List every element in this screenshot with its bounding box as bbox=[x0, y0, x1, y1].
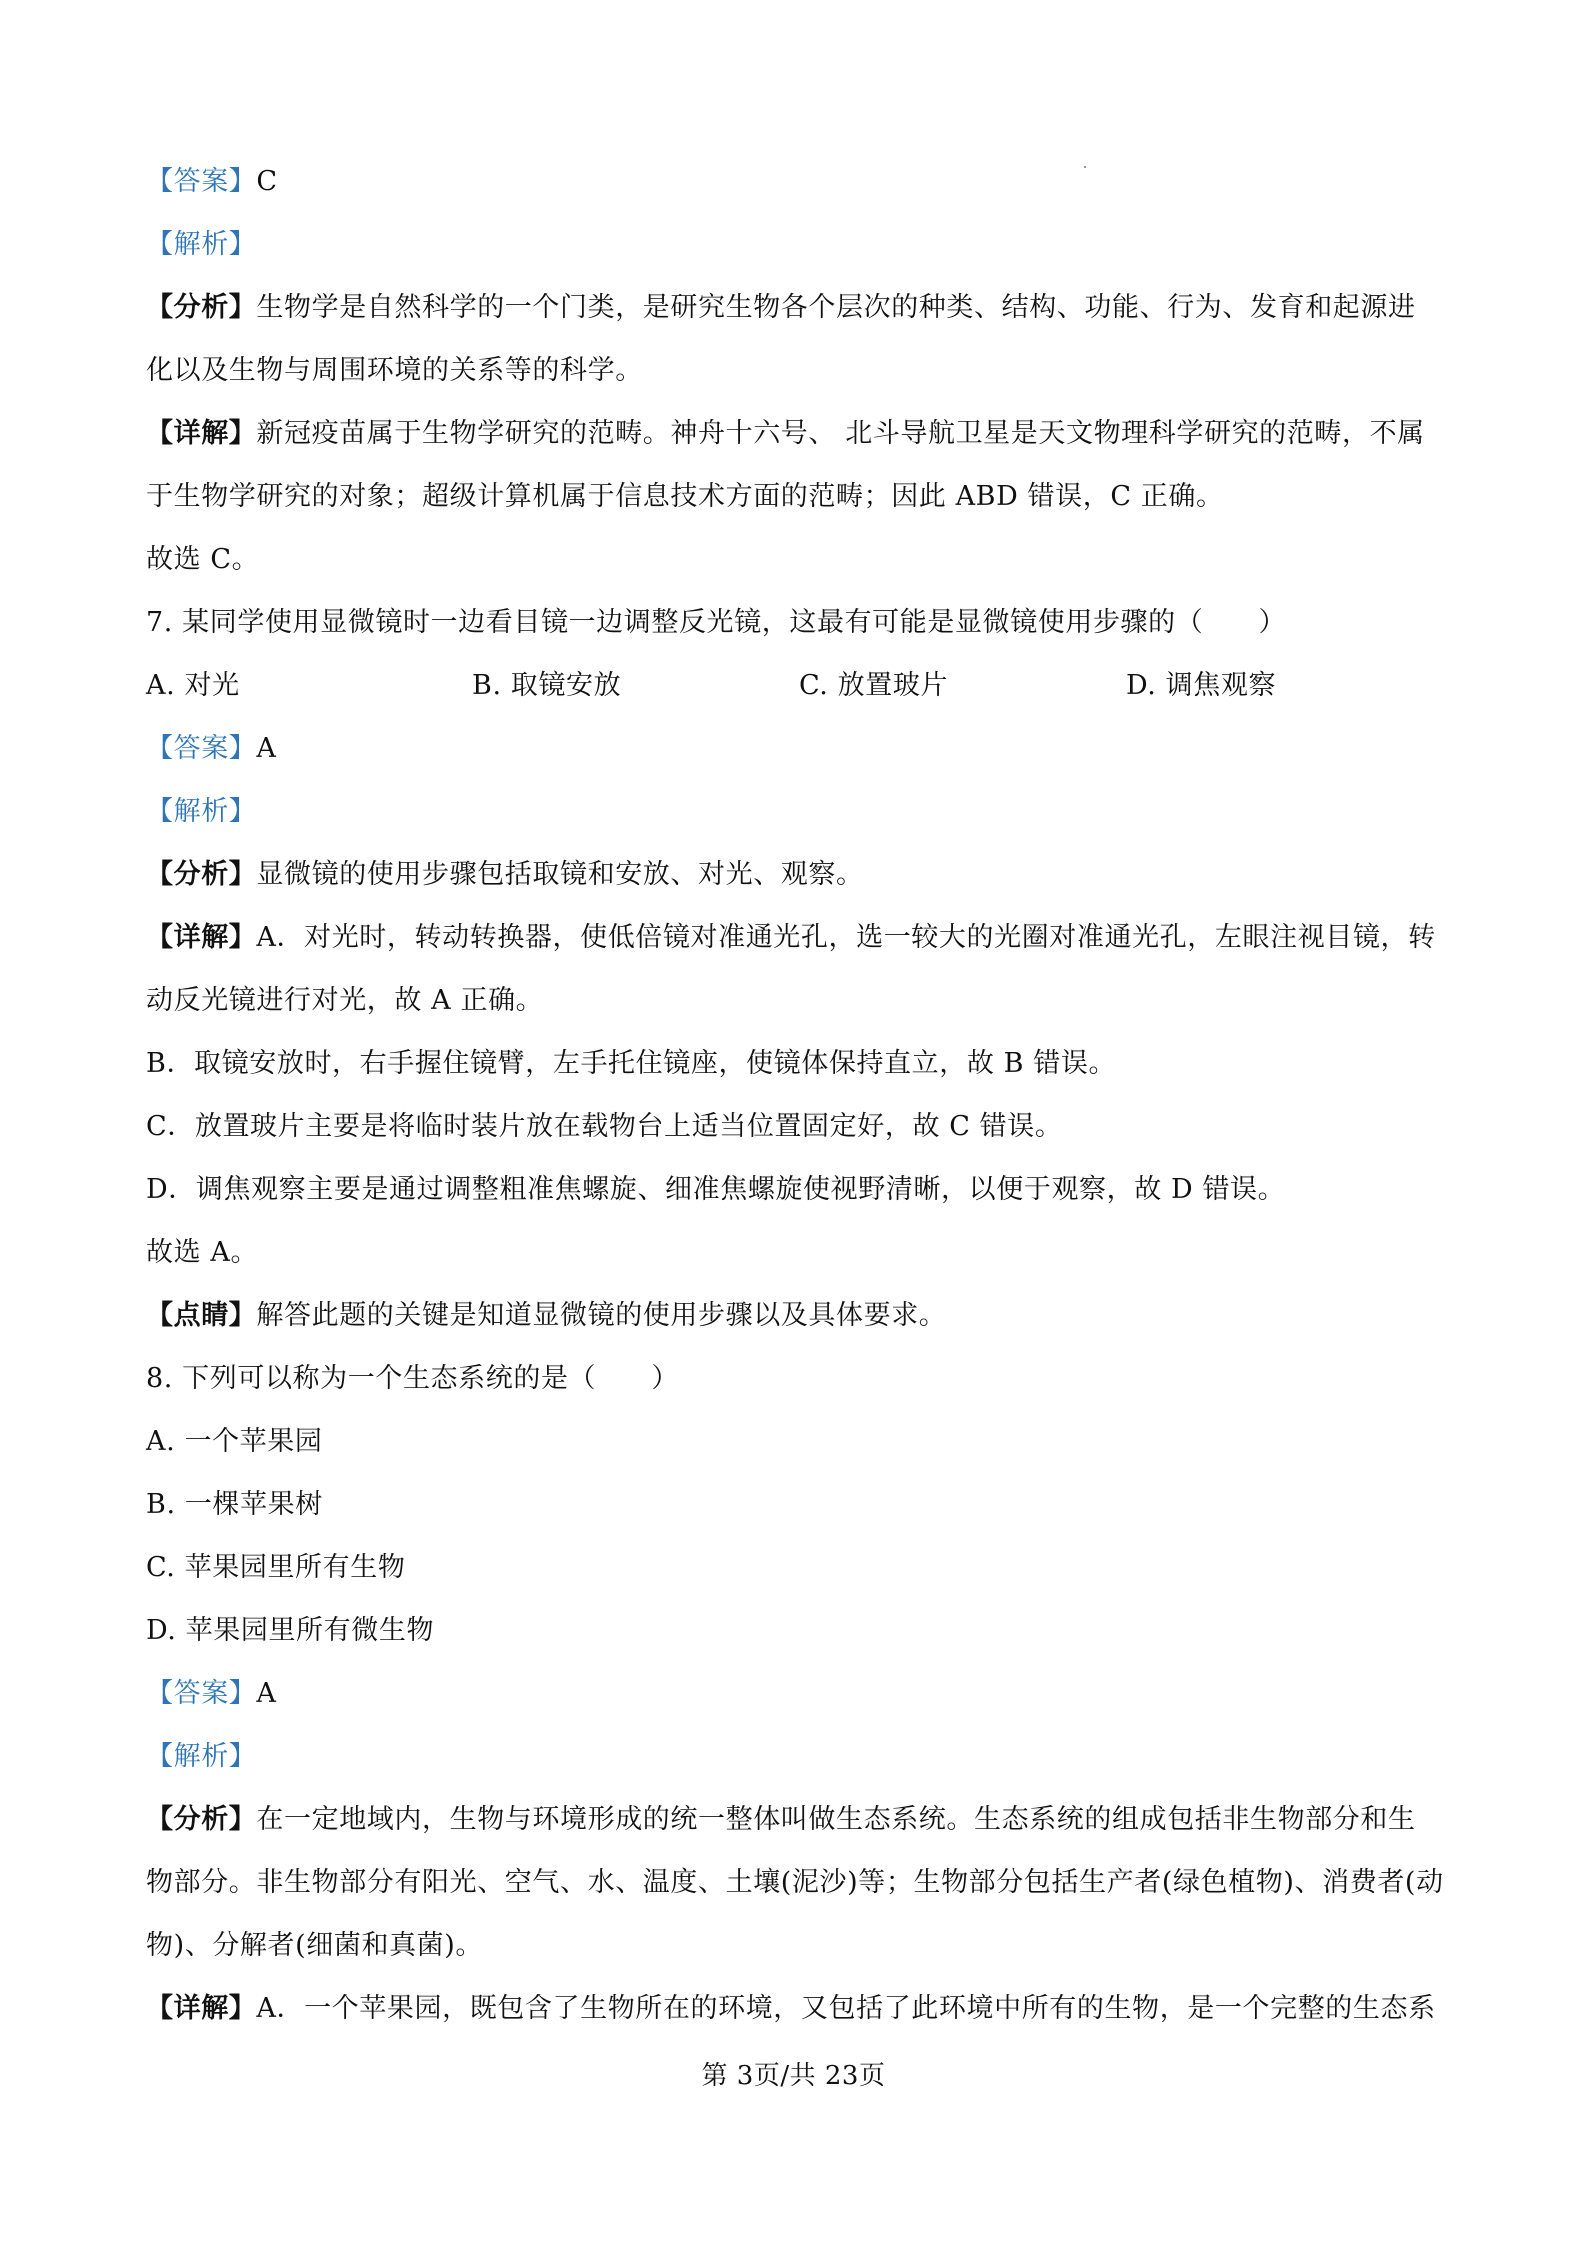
q8-answer-line bbox=[146, 1674, 1456, 1714]
q7-option-d: D. 调焦观察 bbox=[1126, 670, 1277, 701]
q8-detail-text: A．一个苹果园，既包含了生物所在的环境，又包括了此环境中所有的生物，是一个完整的生态系 bbox=[256, 1993, 1436, 2024]
q7-detail-line bbox=[146, 918, 1456, 958]
q8-analysis-text: 在一定地域内，生物与环境形成的统一整体叫做生态系统。生态系统的组成包括非生物部分和生 bbox=[256, 1804, 1416, 1835]
q8-answer: A bbox=[256, 1678, 277, 1709]
explain-label: 【解析】 bbox=[146, 1741, 257, 1772]
q8-stem: 8. 下列可以称为一个生态系统的是（ ） bbox=[146, 1363, 679, 1394]
analysis-label: 【分析】 bbox=[146, 859, 257, 890]
q8-option-b: B. 一棵苹果树 bbox=[146, 1489, 323, 1520]
analysis-label: 【分析】 bbox=[146, 1804, 257, 1835]
q8-option-a: A. 一个苹果园 bbox=[146, 1426, 323, 1457]
q8-analysis-cont1: 物部分。非生物部分有阳光、空气、水、温度、土壤(泥沙)等；生物部分包括生产者(绿色植物)、消费者(动 bbox=[146, 1867, 1444, 1898]
q7-option-b: B. 取镜安放 bbox=[472, 670, 622, 701]
detail-label: 【详解】 bbox=[146, 418, 257, 449]
q6-detail-line bbox=[146, 414, 1456, 454]
q6-detail-text: 新冠疫苗属于生物学研究的范畴。神舟十六号、 北斗导航卫星是天文物理科学研究的范畴，不属 bbox=[256, 418, 1425, 449]
detail-label: 【详解】 bbox=[146, 922, 257, 953]
q6-answer: C bbox=[256, 166, 278, 197]
q7-detail-cont: 动反光镜进行对光，故 A 正确。 bbox=[146, 985, 544, 1016]
q7-detail-text: A．对光时，转动转换器，使低倍镜对准通光孔，选一较大的光圈对准通光孔，左眼注视目镜，转 bbox=[256, 922, 1436, 953]
explain-label: 【解析】 bbox=[146, 796, 257, 827]
q6-answer-line bbox=[146, 162, 1456, 202]
explain-label: 【解析】 bbox=[146, 229, 257, 260]
page-number-footer: 第 3页/共 23页 bbox=[701, 2061, 886, 2091]
answer-label: 【答案】 bbox=[146, 1678, 257, 1709]
q8-detail-line bbox=[146, 1989, 1456, 2029]
comment-label: 【点睛】 bbox=[146, 1300, 257, 1331]
q7-explain-line bbox=[146, 792, 1456, 832]
q7-answer: A bbox=[256, 733, 277, 764]
q6-analysis-cont: 化以及生物与周围环境的关系等的科学。 bbox=[146, 355, 643, 386]
q7-detail-c: C．放置玻片主要是将临时装片放在载物台上适当位置固定好，故 C 错误。 bbox=[146, 1111, 1063, 1142]
q7-detail-b: B．取镜安放时，右手握住镜臂，左手托住镜座，使镜体保持直立，故 B 错误。 bbox=[146, 1048, 1117, 1079]
q7-detail-d: D．调焦观察主要是通过调整粗准焦螺旋、细准焦螺旋使视野清晰，以便于观察，故 D 错误。 bbox=[146, 1174, 1286, 1205]
q8-option-d: D. 苹果园里所有微生物 bbox=[146, 1615, 435, 1646]
answer-label: 【答案】 bbox=[146, 733, 257, 764]
q6-detail-cont: 于生物学研究的对象；超级计算机属于信息技术方面的范畴；因此 ABD 错误，C 正确。 bbox=[146, 481, 1224, 512]
answer-label: 【答案】 bbox=[146, 166, 257, 197]
q7-conclusion: 故选 A。 bbox=[146, 1237, 259, 1268]
q7-answer-line bbox=[146, 729, 1456, 769]
q7-option-a: A. 对光 bbox=[146, 670, 240, 701]
analysis-label: 【分析】 bbox=[146, 292, 257, 323]
q6-conclusion: 故选 C。 bbox=[146, 544, 260, 575]
q8-option-c: C. 苹果园里所有生物 bbox=[146, 1552, 406, 1583]
q7-analysis-text: 显微镜的使用步骤包括取镜和安放、对光、观察。 bbox=[256, 859, 864, 890]
q7-comment-line bbox=[146, 1296, 1456, 1336]
q8-explain-line bbox=[146, 1737, 1456, 1777]
q7-option-c: C. 放置玻片 bbox=[799, 670, 949, 701]
q7-analysis-line bbox=[146, 855, 1456, 895]
q7-comment-text: 解答此题的关键是知道显微镜的使用步骤以及具体要求。 bbox=[256, 1300, 947, 1331]
q7-stem: 7. 某同学使用显微镜时一边看目镜一边调整反光镜，这最有可能是显微镜使用步骤的（ ） bbox=[146, 607, 1287, 638]
detail-label: 【详解】 bbox=[146, 1993, 257, 2024]
q6-analysis-line bbox=[146, 288, 1456, 328]
q6-explain-line bbox=[146, 225, 1456, 265]
q6-analysis-text: 生物学是自然科学的一个门类，是研究生物各个层次的种类、结构、功能、行为、发育和起源进 bbox=[256, 292, 1416, 323]
q8-analysis-cont2: 物)、分解者(细菌和真菌)。 bbox=[146, 1930, 484, 1961]
q8-analysis-line bbox=[146, 1800, 1456, 1840]
